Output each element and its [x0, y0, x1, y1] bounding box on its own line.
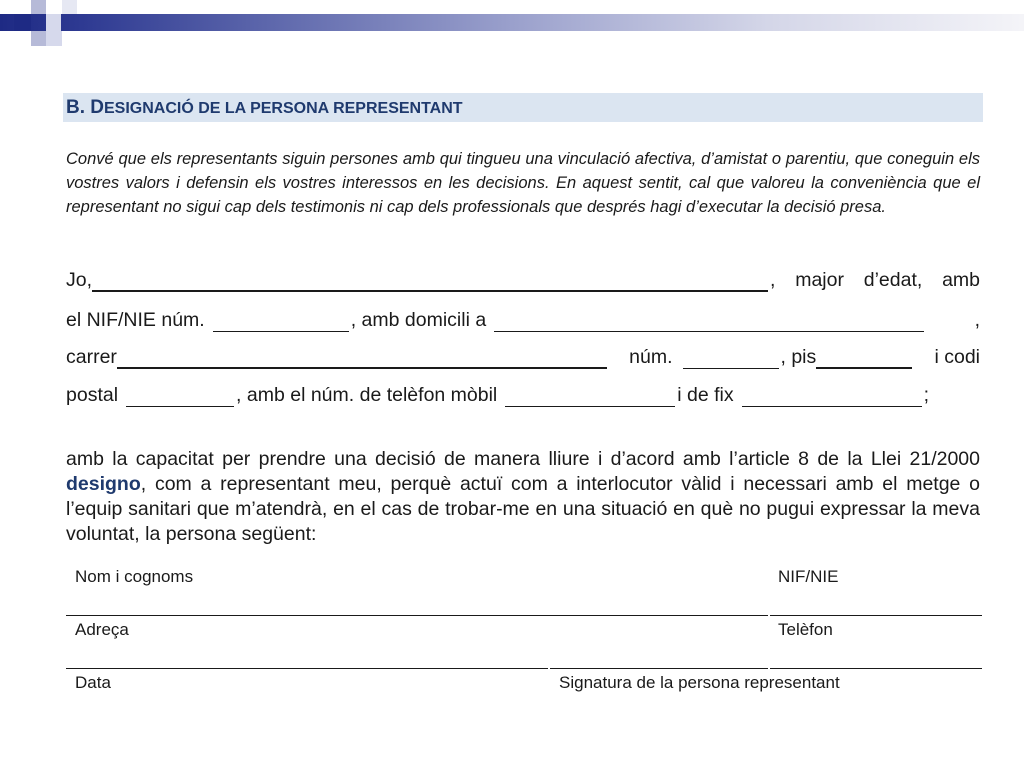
section-heading-initial: B. D	[66, 97, 104, 118]
mobile-blank[interactable]	[505, 386, 675, 407]
form-line-name	[66, 268, 980, 292]
label-postal: postal	[66, 384, 119, 406]
name-field-label: Nom i cognoms	[75, 567, 194, 586]
label-edat: d’edat,	[863, 269, 923, 291]
designation-paragraph	[66, 447, 980, 547]
section-heading	[63, 93, 983, 122]
decor-square	[31, 31, 46, 46]
paragraph-before: amb la capacitat per prendre una decisió de manera lliure i d’acord amb l’article 8 de la Llei 21/2000	[66, 448, 980, 470]
number-blank[interactable]	[683, 348, 779, 369]
name-blank[interactable]	[92, 270, 768, 292]
postal-blank[interactable]	[126, 386, 234, 407]
nif-blank[interactable]	[213, 311, 349, 332]
label-amb: amb	[942, 269, 980, 291]
decor-square	[46, 14, 61, 31]
label-mobil: , amb el núm. de telèfon mòbil	[236, 384, 498, 406]
landline-blank[interactable]	[742, 386, 922, 407]
label-fix: i de fix	[677, 384, 734, 406]
street-blank[interactable]	[117, 347, 607, 369]
label-pis: , pis	[780, 346, 817, 368]
label-major: major	[795, 269, 844, 291]
floor-blank[interactable]	[816, 347, 912, 369]
label-comma-2: ,	[974, 309, 980, 331]
label-num: núm.	[629, 346, 673, 368]
name-field-line[interactable]	[66, 615, 768, 616]
nif-field-label: NIF/NIE	[778, 567, 839, 586]
form-line-street	[66, 345, 980, 369]
paragraph-emphasis: designo	[66, 473, 141, 495]
label-semicolon: ;	[923, 384, 930, 406]
phone-field-label: Telèfon	[778, 620, 833, 639]
decor-square	[46, 31, 62, 46]
section-heading-rest: ESIGNACIÓ DE LA PERSONA REPRESENTANT	[104, 100, 463, 117]
label-comma: ,	[770, 269, 776, 291]
domicili-blank[interactable]	[494, 311, 924, 332]
paragraph-after: , com a representant meu, perquè actuï com a interlocutor vàlid i necessari amb el metge o l’equip sanitari que m’atendrà, en el cas de trobar-me en una situació en què no pugui expressar la meva voluntat, la persona següent:	[66, 473, 980, 545]
header-gradient-bar	[0, 14, 1024, 31]
address-field-line[interactable]	[66, 668, 548, 669]
signature-field-label: Signatura de la persona representant	[559, 673, 840, 692]
decor-square	[14, 14, 31, 31]
address-field-label: Adreça	[75, 620, 129, 639]
label-domicili: , amb domicili a	[350, 309, 487, 331]
label-carrer: carrer	[66, 346, 117, 368]
address-field-line-2[interactable]	[550, 668, 768, 669]
label-jo: Jo,	[66, 269, 93, 291]
form-line-postal	[66, 383, 980, 407]
phone-field-line[interactable]	[770, 668, 982, 669]
date-field-label: Data	[75, 673, 111, 692]
decor-square	[62, 0, 77, 14]
intro-paragraph: Convé que els representants siguin persones amb qui tingueu una vinculació afectiva, d’amistat o parentiu, que coneguin els vostres valors i defensin els vostres interessos en les decisions. En aquest sentit, cal que valoreu la conveniència que el representant no sigui cap dels testimonis ni cap dels professionals que després hagi d’executar la decisió presa.	[66, 150, 980, 216]
nif-field-line[interactable]	[770, 615, 982, 616]
label-codi: i codi	[934, 346, 981, 368]
form-line-nif	[66, 308, 980, 332]
label-nif: el NIF/NIE núm.	[66, 309, 205, 331]
decor-square	[31, 0, 46, 14]
